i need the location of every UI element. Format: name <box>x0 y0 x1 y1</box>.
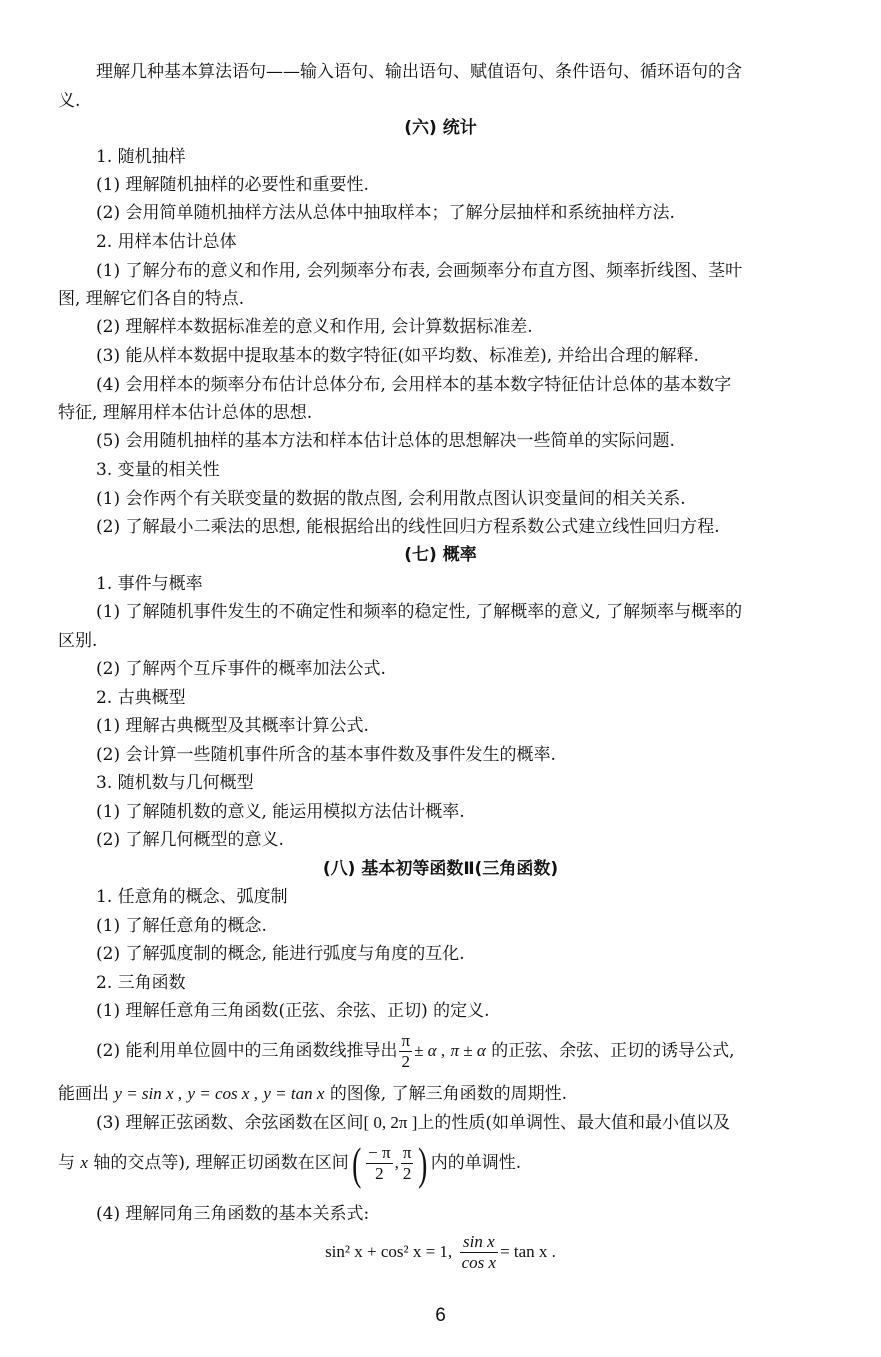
math-expr: y = tan x <box>263 1084 325 1103</box>
fraction-denominator: cos x <box>461 1253 497 1272</box>
fraction-denominator: 2 <box>375 1164 384 1183</box>
text-line-tan-interval <box>58 1139 521 1187</box>
text-line: (1) 理解随机抽样的必要性和重要性. <box>96 175 369 195</box>
text-line: (2) 了解几何概型的意义. <box>96 830 284 850</box>
text-line: (2) 了解两个互斥事件的概率加法公式. <box>96 659 386 679</box>
text-line: 图, 理解它们各自的特点. <box>58 289 245 309</box>
math-expr: π ± α <box>450 1041 486 1060</box>
text-line: 2. 三角函数 <box>96 973 186 993</box>
comma: , <box>394 1153 399 1172</box>
math-expr: y = cos x , <box>187 1084 258 1103</box>
text-line: 2. 古典概型 <box>96 688 186 708</box>
text-line: (1) 了解随机数的意义, 能运用模拟方法估计概率. <box>96 802 465 822</box>
text-span: 内的单调性. <box>430 1153 522 1173</box>
math-expr: [ 0, 2π ] <box>363 1113 418 1132</box>
math-expr: ± α , <box>414 1041 446 1060</box>
text-span: (2) 能利用单位圆中的三角函数线推导出 <box>96 1041 398 1061</box>
close-paren: ) <box>418 1137 428 1189</box>
math-expr: = tan x . <box>500 1242 556 1261</box>
text-line-graphs <box>58 1083 567 1105</box>
text-line: (1) 理解古典概型及其概率计算公式. <box>96 716 369 736</box>
fraction-numerator: sin x <box>460 1232 498 1253</box>
text-span: (3) 理解正弦函数、余弦函数在区间 <box>96 1113 364 1133</box>
text-line: (2) 理解样本数据标准差的意义和作用, 会计算数据标准差. <box>96 317 533 337</box>
fraction-numerator: π <box>401 1031 411 1050</box>
text-span: 轴的交点等), 理解正切函数在区间 <box>93 1153 349 1173</box>
fraction-sin-over-cos <box>460 1232 498 1273</box>
text-span: 的图像, 了解三角函数的周期性. <box>329 1084 568 1104</box>
text-line: 义. <box>58 91 81 111</box>
text-line: 3. 变量的相关性 <box>96 460 220 480</box>
fraction-pi-over-2 <box>401 1143 414 1184</box>
fraction-denominator: 2 <box>402 1164 412 1183</box>
fraction-pi-over-2 <box>399 1031 412 1072</box>
text-line: (4) 理解同角三角函数的基本关系式: <box>96 1204 370 1224</box>
text-line: (5) 会用随机抽样的基本方法和样本估计总体的思想解决一些简单的实际问题. <box>96 431 675 451</box>
text-line: (1) 会作两个有关联变量的数据的散点图, 会利用散点图认识变量间的相关关系. <box>96 489 686 509</box>
section-heading-trig-functions: (八) 基本初等函数Ⅱ(三角函数) <box>322 859 559 879</box>
text-line: (3) 能从样本数据中提取基本的数字特征(如平均数、标准差), 并给出合理的解释. <box>96 346 699 366</box>
text-line: (2) 会用简单随机抽样方法从总体中抽取样本；了解分层抽样和系统抽样方法. <box>96 203 675 223</box>
text-span: 能画出 <box>58 1084 109 1104</box>
math-expr: sin² x + cos² x = 1, <box>325 1242 453 1261</box>
text-line-interval <box>96 1112 730 1134</box>
text-line: 特征, 理解用样本估计总体的思想. <box>58 403 313 423</box>
text-line: 1. 事件与概率 <box>96 574 203 594</box>
fraction-numerator: − π <box>368 1143 391 1162</box>
fraction-neg-pi-over-2 <box>366 1143 392 1184</box>
text-line: 2. 用样本估计总体 <box>96 232 237 252</box>
text-line: 1. 任意角的概念、弧度制 <box>96 887 288 907</box>
text-line: (2) 了解最小二乘法的思想, 能根据给出的线性回归方程系数公式建立线性回归方程. <box>96 517 720 537</box>
section-heading-statistics: (六) 统计 <box>404 118 477 138</box>
text-line: (4) 会用样本的频率分布估计总体分布, 会用样本的基本数字特征估计总体的基本数字 <box>96 375 732 395</box>
text-line-induction <box>96 1030 735 1072</box>
text-span: 上的性质(如单调性、最大值和最小值以及 <box>417 1113 731 1133</box>
text-span: 的正弦、余弦、正切的诱导公式, <box>491 1041 735 1061</box>
text-line: (1) 了解任意角的概念. <box>96 916 267 936</box>
text-line: 理解几种基本算法语句——输入语句、输出语句、赋值语句、条件语句、循环语句的含 <box>96 62 742 82</box>
text-line: (1) 了解分布的意义和作用, 会列频率分布表, 会画频率分布直方图、频率折线图、茎叶 <box>96 261 743 281</box>
text-line: (2) 会计算一些随机事件所含的基本事件数及事件发生的概率. <box>96 745 556 765</box>
math-expr: x <box>80 1153 88 1172</box>
page-number: 6 <box>435 1305 446 1326</box>
fraction-denominator: 2 <box>401 1052 411 1071</box>
section-heading-probability: (七) 概率 <box>404 545 477 565</box>
math-expr: y = sin x , <box>114 1084 183 1103</box>
text-line: (1) 了解随机事件发生的不确定性和频率的稳定性, 了解概率的意义, 了解频率与概率的 <box>96 602 743 622</box>
text-line: 区别. <box>58 631 98 651</box>
text-line: 1. 随机抽样 <box>96 147 186 167</box>
text-line: (1) 理解任意角三角函数(正弦、余弦、正切) 的定义. <box>96 1001 490 1021</box>
open-paren: ( <box>351 1137 362 1189</box>
fraction-numerator: π <box>402 1143 412 1162</box>
formula-trig-identity <box>0 1230 881 1274</box>
text-line: (2) 了解弧度制的概念, 能进行弧度与角度的互化. <box>96 944 465 964</box>
text-line: 3. 随机数与几何概型 <box>96 773 254 793</box>
text-span: 与 <box>58 1153 75 1173</box>
